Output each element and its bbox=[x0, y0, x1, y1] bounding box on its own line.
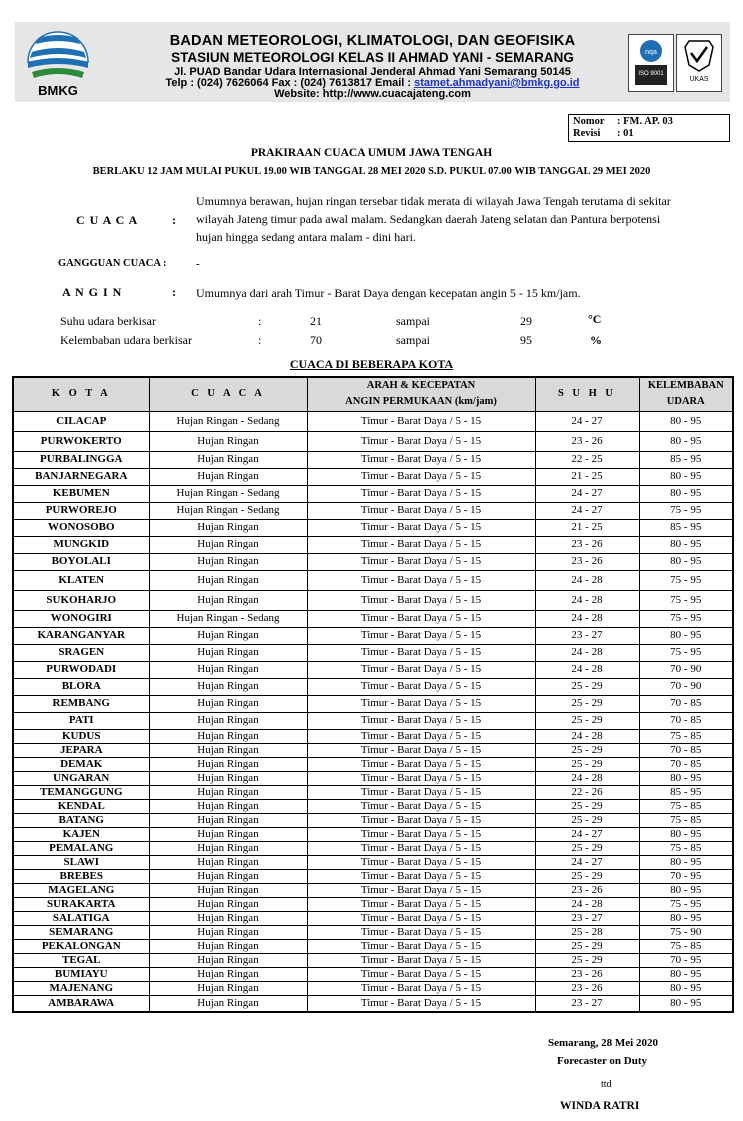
nomor-value: : FM. AP. 03 bbox=[617, 116, 673, 127]
suhu-cell: 24 - 28 bbox=[535, 897, 639, 911]
station-name: STASIUN METEOROLOGI KELAS II AHMAD YANI - SEMARANG bbox=[171, 50, 574, 65]
kota-cell: SRAGEN bbox=[13, 644, 149, 661]
revisi-value: : 01 bbox=[617, 128, 634, 139]
angin-cell: Timur - Barat Daya / 5 - 15 bbox=[307, 911, 535, 925]
kota-cell: KARANGANYAR bbox=[13, 627, 149, 644]
table-row bbox=[13, 610, 733, 627]
kota-cell: MUNGKID bbox=[13, 536, 149, 553]
col-header-suhu: S U H U bbox=[535, 377, 639, 411]
cuaca-cell: Hujan Ringan bbox=[149, 981, 307, 995]
kota-cell: BANJARNEGARA bbox=[13, 468, 149, 485]
angin-cell: Timur - Barat Daya / 5 - 15 bbox=[307, 855, 535, 869]
kelembaban-cell: 80 - 95 bbox=[639, 771, 733, 785]
nomor-label: Nomor bbox=[573, 116, 605, 127]
email-link[interactable]: stamet.ahmadyani@bmkg.go.id bbox=[414, 77, 580, 89]
table-row bbox=[13, 695, 733, 712]
cuaca-cell: Hujan Ringan bbox=[149, 953, 307, 967]
cuaca-text-line1: Umumnya berawan, hujan ringan tersebar tidak merata di wilayah Jawa Tengah terutama di sekitar bbox=[196, 194, 671, 208]
table-row bbox=[13, 827, 733, 841]
angin-cell: Timur - Barat Daya / 5 - 15 bbox=[307, 869, 535, 883]
kota-cell: PATI bbox=[13, 712, 149, 729]
cuaca-cell: Hujan Ringan bbox=[149, 468, 307, 485]
kota-cell: SUKOHARJO bbox=[13, 590, 149, 610]
angin-cell: Timur - Barat Daya / 5 - 15 bbox=[307, 502, 535, 519]
table-row bbox=[13, 627, 733, 644]
kota-cell: SLAWI bbox=[13, 855, 149, 869]
table-row bbox=[13, 411, 733, 431]
kota-cell: BOYOLALI bbox=[13, 553, 149, 570]
angin-cell: Timur - Barat Daya / 5 - 15 bbox=[307, 451, 535, 468]
kelembaban-label: Kelembaban udara berkisar bbox=[60, 333, 192, 347]
kota-cell: BREBES bbox=[13, 869, 149, 883]
signature-role: Forecaster on Duty bbox=[557, 1055, 648, 1067]
cuaca-cell: Hujan Ringan bbox=[149, 799, 307, 813]
suhu-cell: 23 - 27 bbox=[535, 995, 639, 1012]
kota-cell: PURBALINGGA bbox=[13, 451, 149, 468]
suhu-cell: 23 - 26 bbox=[535, 536, 639, 553]
kota-cell: BUMIAYU bbox=[13, 967, 149, 981]
kota-cell: PURWODADI bbox=[13, 661, 149, 678]
signature-date: Semarang, 28 Mei 2020 bbox=[548, 1037, 658, 1049]
table-row bbox=[13, 519, 733, 536]
cuaca-cell: Hujan Ringan - Sedang bbox=[149, 502, 307, 519]
kelembaban-cell: 85 - 95 bbox=[639, 785, 733, 799]
suhu-cell: 25 - 29 bbox=[535, 695, 639, 712]
kelembaban-cell: 75 - 85 bbox=[639, 813, 733, 827]
suhu-label: Suhu udara berkisar bbox=[60, 314, 156, 328]
cuaca-cell: Hujan Ringan - Sedang bbox=[149, 411, 307, 431]
angin-cell: Timur - Barat Daya / 5 - 15 bbox=[307, 729, 535, 743]
cuaca-cell: Hujan Ringan bbox=[149, 827, 307, 841]
cuaca-cell: Hujan Ringan bbox=[149, 967, 307, 981]
suhu-min: 21 bbox=[310, 314, 322, 328]
address: Jl. PUAD Bandar Udara Internasional Jenderal Ahmad Yani Semarang 50145 bbox=[174, 66, 571, 78]
cuaca-cell: Hujan Ringan bbox=[149, 712, 307, 729]
angin-cell: Timur - Barat Daya / 5 - 15 bbox=[307, 771, 535, 785]
suhu-cell: 24 - 28 bbox=[535, 771, 639, 785]
suhu-cell: 24 - 28 bbox=[535, 729, 639, 743]
table-row bbox=[13, 841, 733, 855]
kota-cell: TEMANGGUNG bbox=[13, 785, 149, 799]
kota-cell: AMBARAWA bbox=[13, 995, 149, 1012]
suhu-cell: 24 - 27 bbox=[535, 502, 639, 519]
angin-cell: Timur - Barat Daya / 5 - 15 bbox=[307, 661, 535, 678]
kelembaban-cell: 70 - 85 bbox=[639, 695, 733, 712]
kelembaban-cell: 75 - 85 bbox=[639, 939, 733, 953]
kota-cell: MAJENANG bbox=[13, 981, 149, 995]
cuaca-cell: Hujan Ringan bbox=[149, 785, 307, 799]
letterhead bbox=[15, 22, 730, 102]
cuaca-cell: Hujan Ringan bbox=[149, 743, 307, 757]
suhu-cell: 25 - 29 bbox=[535, 869, 639, 883]
suhu-cell: 24 - 28 bbox=[535, 590, 639, 610]
kota-cell: PEKALONGAN bbox=[13, 939, 149, 953]
table-row bbox=[13, 661, 733, 678]
cuaca-cell: Hujan Ringan bbox=[149, 771, 307, 785]
svg-text:nqa: nqa bbox=[645, 49, 657, 56]
logo-text: BMKG bbox=[38, 83, 78, 98]
suhu-cell: 25 - 29 bbox=[535, 953, 639, 967]
cuaca-cell: Hujan Ringan bbox=[149, 757, 307, 771]
angin-cell: Timur - Barat Daya / 5 - 15 bbox=[307, 644, 535, 661]
svg-text:ISO 9001: ISO 9001 bbox=[638, 71, 664, 77]
table-row bbox=[13, 813, 733, 827]
table-row bbox=[13, 897, 733, 911]
kelembaban-cell: 80 - 95 bbox=[639, 827, 733, 841]
kota-cell: JEPARA bbox=[13, 743, 149, 757]
table-row bbox=[13, 678, 733, 695]
table-row bbox=[13, 468, 733, 485]
angin-cell: Timur - Barat Daya / 5 - 15 bbox=[307, 925, 535, 939]
kelembaban-cell: 75 - 95 bbox=[639, 644, 733, 661]
suhu-cell: 23 - 27 bbox=[535, 911, 639, 925]
contact-phone-fax: Telp : (024) 7626064 Fax : (024) 7613817 Email : bbox=[165, 77, 415, 89]
suhu-cell: 21 - 25 bbox=[535, 468, 639, 485]
angin-cell: Timur - Barat Daya / 5 - 15 bbox=[307, 610, 535, 627]
suhu-cell: 24 - 27 bbox=[535, 411, 639, 431]
angin-cell: Timur - Barat Daya / 5 - 15 bbox=[307, 757, 535, 771]
kelembaban-cell: 80 - 95 bbox=[639, 468, 733, 485]
website-label: Website: bbox=[274, 88, 323, 100]
kelembaban-cell: 75 - 85 bbox=[639, 799, 733, 813]
kelembaban-cell: 75 - 95 bbox=[639, 897, 733, 911]
cuaca-cell: Hujan Ringan bbox=[149, 995, 307, 1012]
kelembaban-cell: 80 - 95 bbox=[639, 553, 733, 570]
cuaca-cell: Hujan Ringan bbox=[149, 536, 307, 553]
suhu-sep: sampai bbox=[396, 314, 430, 328]
table-row bbox=[13, 981, 733, 995]
table-header-row bbox=[13, 377, 733, 411]
table-row bbox=[13, 570, 733, 590]
kota-cell: BATANG bbox=[13, 813, 149, 827]
validity-period: BERLAKU 12 JAM MULAI PUKUL 19.00 WIB TANGGAL 28 MEI 2020 S.D. PUKUL 07.00 WIB TANGGAL 29 MEI 2020 bbox=[92, 166, 651, 177]
cuaca-text-line3: hujan hingga sedang antara malam - dini hari. bbox=[196, 230, 416, 244]
table-row bbox=[13, 590, 733, 610]
kelembaban-cell: 75 - 85 bbox=[639, 841, 733, 855]
angin-cell: Timur - Barat Daya / 5 - 15 bbox=[307, 897, 535, 911]
kelembaban-cell: 70 - 90 bbox=[639, 661, 733, 678]
website-link[interactable]: http://www.cuacajateng.com bbox=[322, 88, 471, 100]
table-title: CUACA DI BEBERAPA KOTA bbox=[289, 357, 454, 371]
kelembaban-cell: 80 - 95 bbox=[639, 967, 733, 981]
kota-cell: TEGAL bbox=[13, 953, 149, 967]
svg-text:UKAS: UKAS bbox=[689, 76, 709, 83]
cuaca-cell: Hujan Ringan bbox=[149, 855, 307, 869]
suhu-cell: 22 - 26 bbox=[535, 785, 639, 799]
cuaca-cell: Hujan Ringan bbox=[149, 939, 307, 953]
table-row bbox=[13, 743, 733, 757]
kelembaban-cell: 80 - 95 bbox=[639, 536, 733, 553]
suhu-unit: °C bbox=[588, 312, 602, 326]
cuaca-cell: Hujan Ringan - Sedang bbox=[149, 610, 307, 627]
table-row bbox=[13, 995, 733, 1012]
kelembaban-cell: 70 - 90 bbox=[639, 678, 733, 695]
cuaca-cell: Hujan Ringan bbox=[149, 590, 307, 610]
suhu-colon: : bbox=[258, 314, 262, 328]
kelembaban-cell: 80 - 95 bbox=[639, 431, 733, 451]
kota-cell: DEMAK bbox=[13, 757, 149, 771]
kota-cell: KEBUMEN bbox=[13, 485, 149, 502]
table-row bbox=[13, 553, 733, 570]
suhu-cell: 24 - 27 bbox=[535, 827, 639, 841]
kota-cell: KUDUS bbox=[13, 729, 149, 743]
col-header-kota: K O T A bbox=[13, 377, 149, 411]
angin-cell: Timur - Barat Daya / 5 - 15 bbox=[307, 411, 535, 431]
angin-cell: Timur - Barat Daya / 5 - 15 bbox=[307, 785, 535, 799]
angin-cell: Timur - Barat Daya / 5 - 15 bbox=[307, 627, 535, 644]
cuaca-cell: Hujan Ringan bbox=[149, 813, 307, 827]
suhu-cell: 24 - 28 bbox=[535, 610, 639, 627]
angin-colon: : bbox=[172, 285, 176, 299]
bmkg-logo bbox=[20, 24, 96, 98]
kota-cell: SURAKARTA bbox=[13, 897, 149, 911]
document-number-box bbox=[568, 114, 730, 142]
kelembaban-cell: 80 - 95 bbox=[639, 485, 733, 502]
signature-ttd: ttd bbox=[601, 1079, 612, 1090]
kelembaban-cell: 70 - 85 bbox=[639, 757, 733, 771]
angin-cell: Timur - Barat Daya / 5 - 15 bbox=[307, 995, 535, 1012]
city-forecast-table bbox=[12, 376, 734, 1013]
angin-cell: Timur - Barat Daya / 5 - 15 bbox=[307, 967, 535, 981]
suhu-cell: 25 - 29 bbox=[535, 939, 639, 953]
angin-cell: Timur - Barat Daya / 5 - 15 bbox=[307, 813, 535, 827]
revisi-label: Revisi bbox=[573, 128, 601, 139]
website-line bbox=[15, 88, 730, 100]
table-row bbox=[13, 757, 733, 771]
cuaca-cell: Hujan Ringan bbox=[149, 841, 307, 855]
kelembaban-cell: 75 - 90 bbox=[639, 925, 733, 939]
table-row bbox=[13, 869, 733, 883]
angin-cell: Timur - Barat Daya / 5 - 15 bbox=[307, 841, 535, 855]
suhu-cell: 25 - 29 bbox=[535, 712, 639, 729]
table-row bbox=[13, 799, 733, 813]
suhu-cell: 23 - 27 bbox=[535, 627, 639, 644]
col-header-cuaca: C U A C A bbox=[149, 377, 307, 411]
angin-cell: Timur - Barat Daya / 5 - 15 bbox=[307, 883, 535, 897]
cuaca-text-line2: wilayah Jateng timur pada awal malam. Sedangkan daerah Jateng selatan dan Pantura berpotensi bbox=[196, 212, 661, 226]
cuaca-cell: Hujan Ringan bbox=[149, 925, 307, 939]
cuaca-cell: Hujan Ringan bbox=[149, 431, 307, 451]
kelembaban-colon: : bbox=[258, 333, 262, 347]
suhu-cell: 23 - 26 bbox=[535, 883, 639, 897]
suhu-cell: 24 - 28 bbox=[535, 644, 639, 661]
iso-certificate-icon bbox=[628, 34, 674, 92]
table-row bbox=[13, 644, 733, 661]
angin-cell: Timur - Barat Daya / 5 - 15 bbox=[307, 712, 535, 729]
kota-cell: CILACAP bbox=[13, 411, 149, 431]
forecast-title: PRAKIRAAN CUACA UMUM JAWA TENGAH bbox=[250, 147, 493, 159]
cuaca-cell: Hujan Ringan bbox=[149, 695, 307, 712]
angin-cell: Timur - Barat Daya / 5 - 15 bbox=[307, 939, 535, 953]
angin-cell: Timur - Barat Daya / 5 - 15 bbox=[307, 570, 535, 590]
suhu-cell: 22 - 25 bbox=[535, 451, 639, 468]
kelembaban-unit: % bbox=[590, 333, 602, 347]
table-row bbox=[13, 911, 733, 925]
cuaca-cell: Hujan Ringan bbox=[149, 661, 307, 678]
kelembaban-max: 95 bbox=[520, 333, 532, 347]
kota-cell: BLORA bbox=[13, 678, 149, 695]
cuaca-cell: Hujan Ringan bbox=[149, 869, 307, 883]
cuaca-colon: : bbox=[172, 213, 176, 227]
table-row bbox=[13, 967, 733, 981]
kota-cell: PURWOREJO bbox=[13, 502, 149, 519]
suhu-cell: 25 - 29 bbox=[535, 813, 639, 827]
kelembaban-cell: 80 - 95 bbox=[639, 981, 733, 995]
gangguan-value: - bbox=[196, 258, 200, 270]
kelembaban-cell: 80 - 95 bbox=[639, 627, 733, 644]
kota-cell: PEMALANG bbox=[13, 841, 149, 855]
kelembaban-cell: 75 - 95 bbox=[639, 570, 733, 590]
suhu-cell: 23 - 26 bbox=[535, 981, 639, 995]
ukas-certificate-icon bbox=[676, 34, 722, 92]
kelembaban-cell: 85 - 95 bbox=[639, 451, 733, 468]
table-row bbox=[13, 536, 733, 553]
suhu-cell: 25 - 29 bbox=[535, 799, 639, 813]
suhu-cell: 23 - 26 bbox=[535, 431, 639, 451]
table-row bbox=[13, 451, 733, 468]
kota-cell: PURWOKERTO bbox=[13, 431, 149, 451]
kota-cell: KLATEN bbox=[13, 570, 149, 590]
suhu-cell: 24 - 27 bbox=[535, 855, 639, 869]
table-row bbox=[13, 431, 733, 451]
angin-cell: Timur - Barat Daya / 5 - 15 bbox=[307, 485, 535, 502]
cuaca-cell: Hujan Ringan bbox=[149, 644, 307, 661]
kelembaban-cell: 75 - 95 bbox=[639, 610, 733, 627]
cuaca-cell: Hujan Ringan - Sedang bbox=[149, 485, 307, 502]
kota-cell: WONOSOBO bbox=[13, 519, 149, 536]
angin-cell: Timur - Barat Daya / 5 - 15 bbox=[307, 468, 535, 485]
kelembaban-cell: 70 - 95 bbox=[639, 869, 733, 883]
kelembaban-cell: 70 - 95 bbox=[639, 953, 733, 967]
kelembaban-cell: 80 - 95 bbox=[639, 995, 733, 1012]
kota-cell: SALATIGA bbox=[13, 911, 149, 925]
kota-cell: WONOGIRI bbox=[13, 610, 149, 627]
suhu-cell: 24 - 28 bbox=[535, 661, 639, 678]
angin-cell: Timur - Barat Daya / 5 - 15 bbox=[307, 827, 535, 841]
angin-cell: Timur - Barat Daya / 5 - 15 bbox=[307, 553, 535, 570]
cuaca-cell: Hujan Ringan bbox=[149, 570, 307, 590]
angin-label: A N G I N bbox=[62, 285, 123, 299]
kelembaban-cell: 80 - 95 bbox=[639, 911, 733, 925]
kelembaban-cell: 80 - 95 bbox=[639, 883, 733, 897]
suhu-cell: 25 - 28 bbox=[535, 925, 639, 939]
cuaca-cell: Hujan Ringan bbox=[149, 627, 307, 644]
kelembaban-cell: 85 - 95 bbox=[639, 519, 733, 536]
table-row bbox=[13, 712, 733, 729]
kelembaban-cell: 70 - 85 bbox=[639, 743, 733, 757]
table-row bbox=[13, 771, 733, 785]
kota-cell: REMBANG bbox=[13, 695, 149, 712]
suhu-cell: 23 - 26 bbox=[535, 967, 639, 981]
cuaca-cell: Hujan Ringan bbox=[149, 729, 307, 743]
angin-text: Umumnya dari arah Timur - Barat Daya dengan kecepatan angin 5 - 15 km/jam. bbox=[196, 286, 581, 300]
kelembaban-cell: 80 - 95 bbox=[639, 411, 733, 431]
cuaca-cell: Hujan Ringan bbox=[149, 883, 307, 897]
kelembaban-cell: 75 - 95 bbox=[639, 590, 733, 610]
gangguan-label: GANGGUAN CUACA : bbox=[58, 258, 167, 269]
angin-cell: Timur - Barat Daya / 5 - 15 bbox=[307, 953, 535, 967]
angin-cell: Timur - Barat Daya / 5 - 15 bbox=[307, 678, 535, 695]
kelembaban-cell: 75 - 85 bbox=[639, 729, 733, 743]
angin-cell: Timur - Barat Daya / 5 - 15 bbox=[307, 695, 535, 712]
angin-cell: Timur - Barat Daya / 5 - 15 bbox=[307, 519, 535, 536]
suhu-cell: 24 - 27 bbox=[535, 485, 639, 502]
cuaca-cell: Hujan Ringan bbox=[149, 911, 307, 925]
angin-cell: Timur - Barat Daya / 5 - 15 bbox=[307, 743, 535, 757]
kota-cell: KENDAL bbox=[13, 799, 149, 813]
kota-cell: MAGELANG bbox=[13, 883, 149, 897]
suhu-max: 29 bbox=[520, 314, 532, 328]
suhu-cell: 25 - 29 bbox=[535, 743, 639, 757]
kelembaban-cell: 75 - 95 bbox=[639, 502, 733, 519]
suhu-cell: 25 - 29 bbox=[535, 678, 639, 695]
col-header-kelembaban: KELEMBABAN UDARA bbox=[639, 377, 733, 411]
agency-name: BADAN METEOROLOGI, KLIMATOLOGI, DAN GEOFISIKA bbox=[169, 33, 576, 49]
cuaca-cell: Hujan Ringan bbox=[149, 897, 307, 911]
suhu-cell: 24 - 28 bbox=[535, 570, 639, 590]
table-row bbox=[13, 883, 733, 897]
suhu-cell: 25 - 29 bbox=[535, 757, 639, 771]
angin-cell: Timur - Barat Daya / 5 - 15 bbox=[307, 431, 535, 451]
kelembaban-cell: 70 - 85 bbox=[639, 712, 733, 729]
suhu-cell: 21 - 25 bbox=[535, 519, 639, 536]
cuaca-label: C U A C A bbox=[76, 213, 139, 227]
kelembaban-cell: 80 - 95 bbox=[639, 855, 733, 869]
kota-cell: KAJEN bbox=[13, 827, 149, 841]
angin-cell: Timur - Barat Daya / 5 - 15 bbox=[307, 799, 535, 813]
cuaca-cell: Hujan Ringan bbox=[149, 553, 307, 570]
suhu-cell: 25 - 29 bbox=[535, 841, 639, 855]
table-row bbox=[13, 855, 733, 869]
angin-cell: Timur - Barat Daya / 5 - 15 bbox=[307, 981, 535, 995]
kelembaban-sep: sampai bbox=[396, 333, 430, 347]
kota-cell: SEMARANG bbox=[13, 925, 149, 939]
cuaca-cell: Hujan Ringan bbox=[149, 451, 307, 468]
cuaca-cell: Hujan Ringan bbox=[149, 678, 307, 695]
col-header-angin: ARAH & KECEPATAN ANGIN PERMUKAAN (km/jam) bbox=[307, 377, 535, 411]
table-row bbox=[13, 953, 733, 967]
angin-cell: Timur - Barat Daya / 5 - 15 bbox=[307, 590, 535, 610]
kota-cell: UNGARAN bbox=[13, 771, 149, 785]
table-row bbox=[13, 485, 733, 502]
table-row bbox=[13, 925, 733, 939]
table-row bbox=[13, 939, 733, 953]
cuaca-cell: Hujan Ringan bbox=[149, 519, 307, 536]
suhu-cell: 23 - 26 bbox=[535, 553, 639, 570]
angin-cell: Timur - Barat Daya / 5 - 15 bbox=[307, 536, 535, 553]
table-row bbox=[13, 502, 733, 519]
table-row bbox=[13, 785, 733, 799]
kelembaban-min: 70 bbox=[310, 333, 322, 347]
forecaster-name: WINDA RATRI bbox=[560, 1100, 640, 1112]
table-row bbox=[13, 729, 733, 743]
